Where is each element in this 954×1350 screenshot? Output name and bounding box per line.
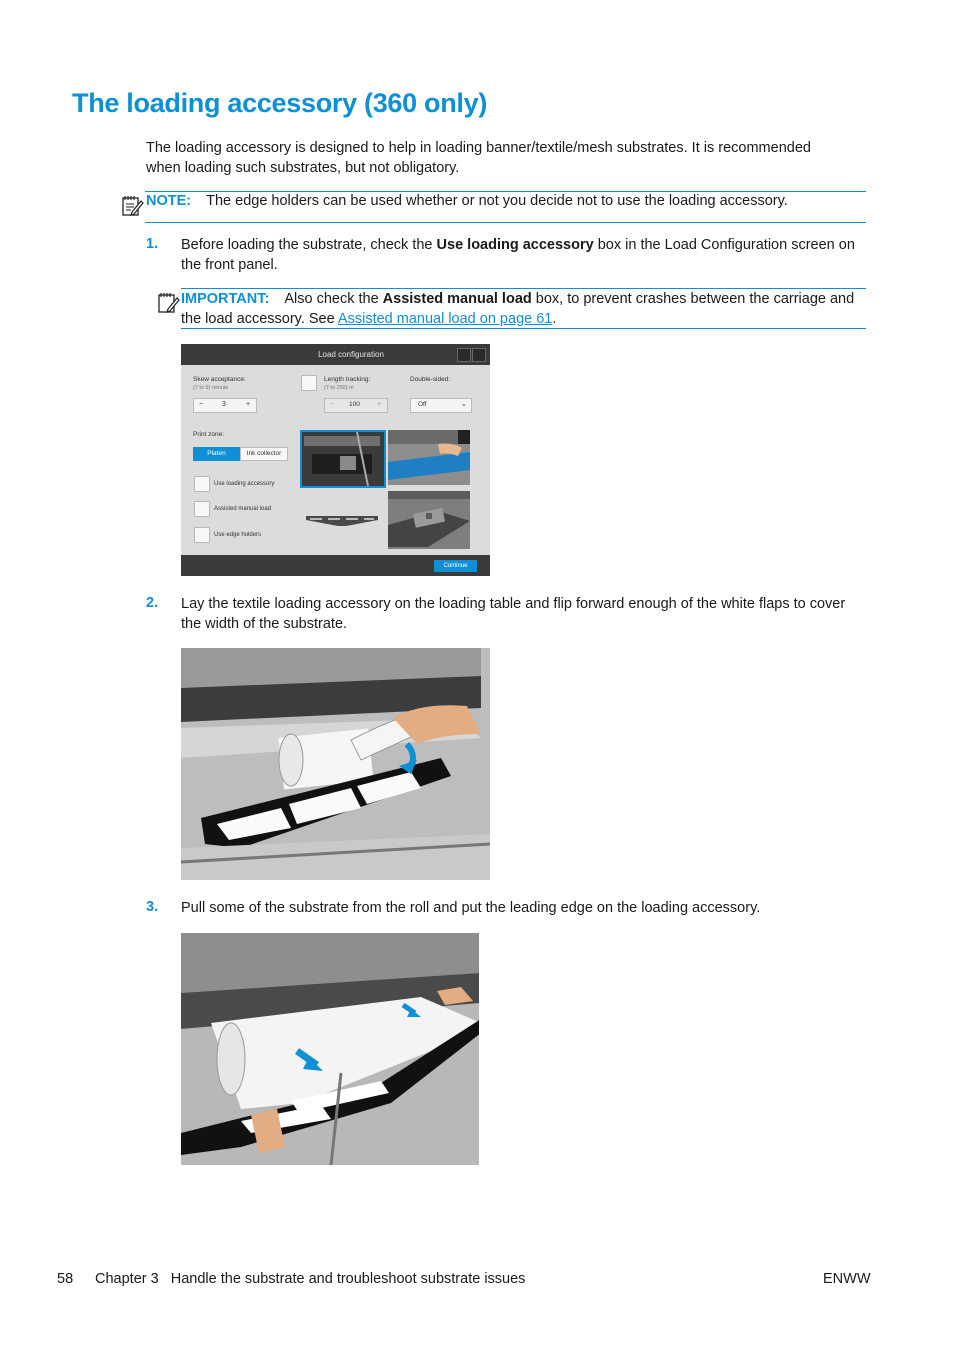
- important-link[interactable]: Assisted manual load on page 61: [337, 310, 553, 327]
- page-title: The loading accessory (360 only): [72, 88, 488, 118]
- panel-settings-icon[interactable]: [472, 348, 486, 362]
- chapter-title: Chapter 3 Handle the substrate and troubleshoot substrate issues: [95, 1271, 526, 1287]
- length-sub: (7 to 250) m: [324, 385, 354, 391]
- skew-sub: (7 to 9) minute: [193, 385, 229, 391]
- step-3-text: Pull some of the substrate from the roll and put the leading edge on the loading accessory.: [181, 900, 761, 916]
- important-text: [181, 290, 866, 329]
- use-edge-holders-label: Use edge holders: [214, 532, 262, 538]
- skew-value: 3: [222, 401, 226, 408]
- double-sided-label: Double-sided:: [410, 376, 451, 383]
- important-text-end: .: [552, 310, 557, 327]
- important-label: IMPORTANT:: [181, 291, 270, 307]
- panel-title: Load configuration: [318, 350, 384, 359]
- footer-right: ENWW: [823, 1271, 871, 1287]
- step-3-number: 3.: [146, 899, 159, 915]
- skew-minus-button[interactable]: −: [199, 401, 204, 408]
- length-minus-button[interactable]: −: [330, 401, 335, 408]
- note-text: The edge holders can be used whether or not you decide not to use the loading accessory.: [206, 193, 788, 209]
- step-2-number: 2.: [146, 595, 159, 611]
- thumbnail-platen-selected[interactable]: [300, 430, 386, 488]
- print-zone-ink-collector[interactable]: Ink collector: [240, 447, 288, 461]
- note-line: [146, 193, 788, 209]
- intro-paragraph: The loading accessory is designed to help in loading banner/textile/mesh substrates. It is recommended when loading such substrates, but not obligatory.: [146, 140, 811, 176]
- continue-button[interactable]: Continue: [434, 560, 477, 572]
- assisted-manual-load-checkbox[interactable]: [194, 501, 210, 517]
- note-icon: [120, 194, 144, 222]
- double-sided-select[interactable]: [410, 398, 472, 413]
- step-1-number: 1.: [146, 236, 159, 252]
- note-label: NOTE:: [146, 193, 192, 209]
- step-1-text: [181, 236, 866, 275]
- thumbnail-loading-accessory[interactable]: [388, 491, 470, 549]
- assisted-manual-load-label: Assisted manual load: [214, 506, 272, 512]
- length-tracking-checkbox[interactable]: [301, 375, 317, 391]
- skew-plus-button[interactable]: +: [246, 401, 251, 408]
- skew-stepper[interactable]: [193, 398, 257, 413]
- important-text-before: Also check the: [284, 291, 383, 307]
- step-1-bold: Use loading accessory: [436, 237, 594, 253]
- important-text-middle: box, to prevent crashes between the carriage and the load accessory. See: [181, 291, 855, 327]
- photo-loading-accessory-flaps: [181, 648, 490, 880]
- photo-substrate-on-accessory: [181, 933, 479, 1165]
- skew-label: Skew acceptance:: [193, 376, 246, 383]
- print-zone-label: Print zone:: [193, 431, 225, 438]
- length-plus-button[interactable]: +: [377, 401, 382, 408]
- panel-window-button[interactable]: [457, 348, 471, 362]
- use-edge-holders-checkbox[interactable]: [194, 527, 210, 543]
- page-number: 58: [57, 1271, 74, 1287]
- step-1-text-after: box in the Load Configuration screen on the front panel.: [181, 237, 855, 273]
- thumbnail-edge-holders-strip: [306, 514, 378, 528]
- important-icon: [156, 291, 180, 319]
- thumbnail-ink-collector[interactable]: [388, 430, 470, 485]
- length-label: Length tracking:: [324, 376, 371, 383]
- print-zone-platen[interactable]: Platen: [193, 447, 240, 461]
- use-loading-accessory-label: Use loading accessory: [214, 481, 275, 487]
- double-sided-value: Off: [418, 401, 427, 408]
- load-configuration-screenshot: [181, 344, 490, 576]
- length-stepper[interactable]: [324, 398, 388, 413]
- important-bold: Assisted manual load: [382, 291, 532, 307]
- step-2-text: Lay the textile loading accessory on the loading table and flip forward enough of the white flaps to cover the width of the substrate.: [181, 596, 846, 632]
- length-value: 100: [349, 401, 360, 408]
- chevron-down-icon: ⌄: [461, 401, 467, 408]
- step-1-text-before: Before loading the substrate, check the: [181, 237, 437, 253]
- use-loading-accessory-checkbox[interactable]: [194, 476, 210, 492]
